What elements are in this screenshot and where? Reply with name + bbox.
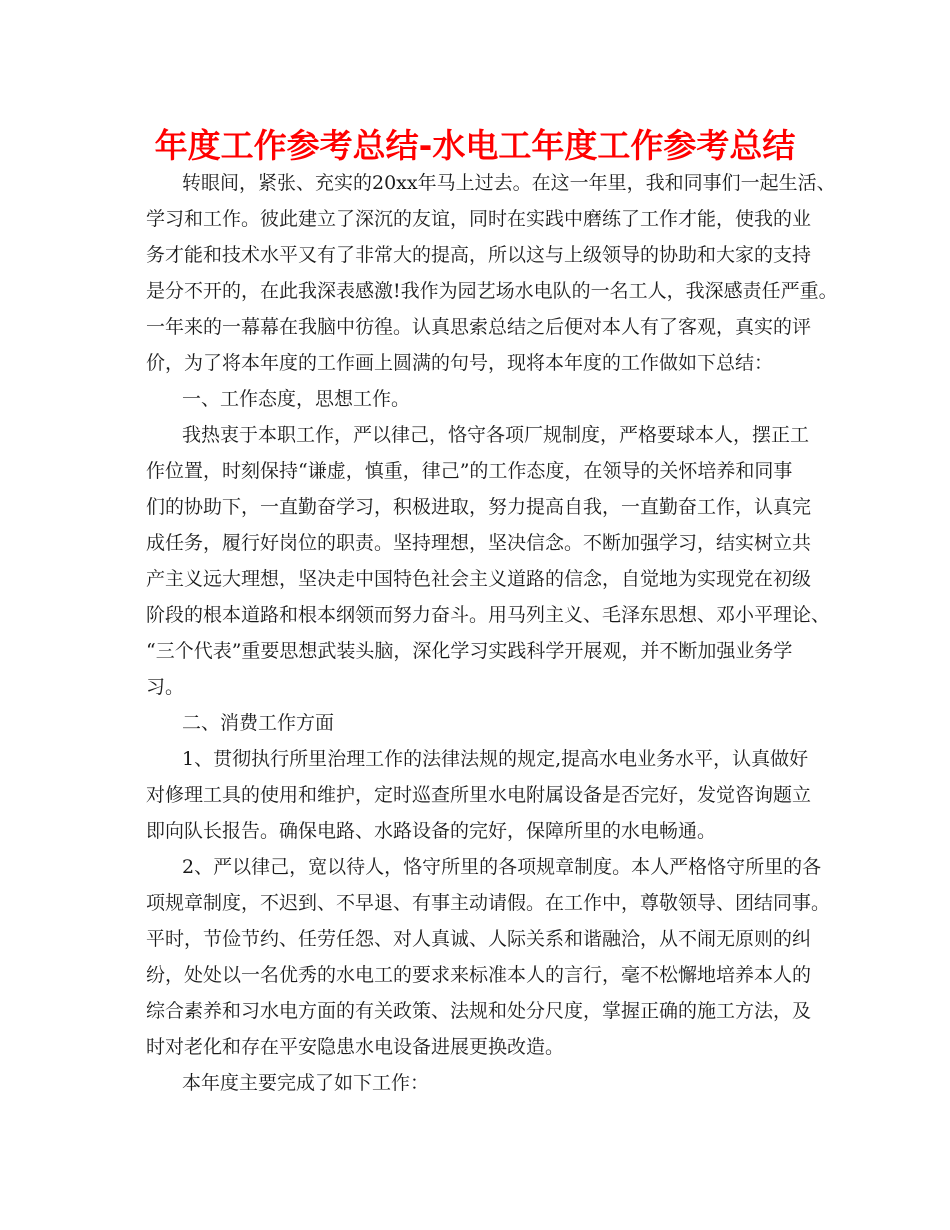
text-line: 本年度主要完成了如下工作： — [182, 1072, 430, 1094]
text-line: 习。 — [146, 676, 185, 698]
text-line: 时对老化和存在平安隐患水电设备进展更换改造。 — [146, 1036, 565, 1058]
text-line: 转眼间，紧张、充实的20xx年马上过去。在这一年里，我和同事们一起生活、 — [182, 172, 836, 194]
text-line: 务才能和技术水平又有了非常大的提高，所以这与上级领导的协助和大家的支持 — [146, 244, 812, 266]
text-line: 纷，处处以一名优秀的水电工的要求来标准本人的言行，毫不松懈地培养本人的 — [146, 964, 812, 986]
text-line: 阶段的根本道路和根本纲领而努力奋斗。用马列主义、毛泽东思想、邓小平理论、 — [146, 604, 831, 626]
text-line: “三个代表”重要思想武装头脑，深化学习实践科学开展观，并不断加强业务学 — [146, 640, 793, 662]
text-line: 是分不开的，在此我深表感激!我作为园艺场水电队的一名工人，我深感责任严重。 — [146, 280, 838, 302]
text-line: 产主义远大理想，坚决走中国特色社会主义道路的信念，自觉地为实现党在初级 — [146, 568, 812, 590]
text-line: 项规章制度，不迟到、不早退、有事主动请假。在工作中，尊敬领导、团结同事。 — [146, 892, 831, 914]
text-line: 综合素养和习水电方面的有关政策、法规和处分尺度，掌握正确的施工方法，及 — [146, 1000, 812, 1022]
document-title: 年度工作参考总结-水电工年度工作参考总结 — [154, 126, 796, 165]
text-line: 我热衷于本职工作，严以律己，恪守各项厂规制度，严格要球本人，摆正工 — [182, 424, 810, 446]
text-line: 即向队长报告。确保电路、水路设备的完好，保障所里的水电畅通。 — [146, 820, 717, 842]
text-line: 2、严以律己，宽以待人，恪守所里的各项规章制度。本人严格恪守所里的各 — [182, 856, 822, 878]
text-line: 们的协助下，一直勤奋学习，积极进取，努力提高自我，一直勤奋工作，认真完 — [146, 496, 812, 518]
text-line: 成任务，履行好岗位的职责。坚持理想，坚决信念。不断加强学习，结实树立共 — [146, 532, 812, 554]
text-line: 价，为了将本年度的工作画上圆满的句号，现将本年度的工作做如下总结： — [146, 352, 774, 374]
text-line: 1、贯彻执行所里治理工作的法律法规的规定,提高水电业务水平，认真做好 — [182, 748, 809, 770]
text-line: 平时，节俭节约、任劳任怨、对人真诚、人际关系和谐融洽，从不闹无原则的纠 — [146, 928, 812, 950]
section-heading: 一、工作态度，思想工作。 — [182, 388, 411, 410]
text-line: 对修理工具的使用和维护，定时巡查所里水电附属设备是否完好，发觉咨询题立 — [146, 784, 812, 806]
section-heading: 二、消费工作方面 — [182, 712, 335, 734]
text-line: 学习和工作。彼此建立了深沉的友谊，同时在实践中磨练了工作才能，使我的业 — [146, 208, 812, 230]
text-line: 一年来的一幕幕在我脑中彷徨。认真思索总结之后便对本人有了客观，真实的评 — [146, 316, 812, 338]
text-line: 作位置，时刻保持“谦虚，慎重，律己”的工作态度，在领导的关怀培养和同事 — [146, 460, 793, 482]
